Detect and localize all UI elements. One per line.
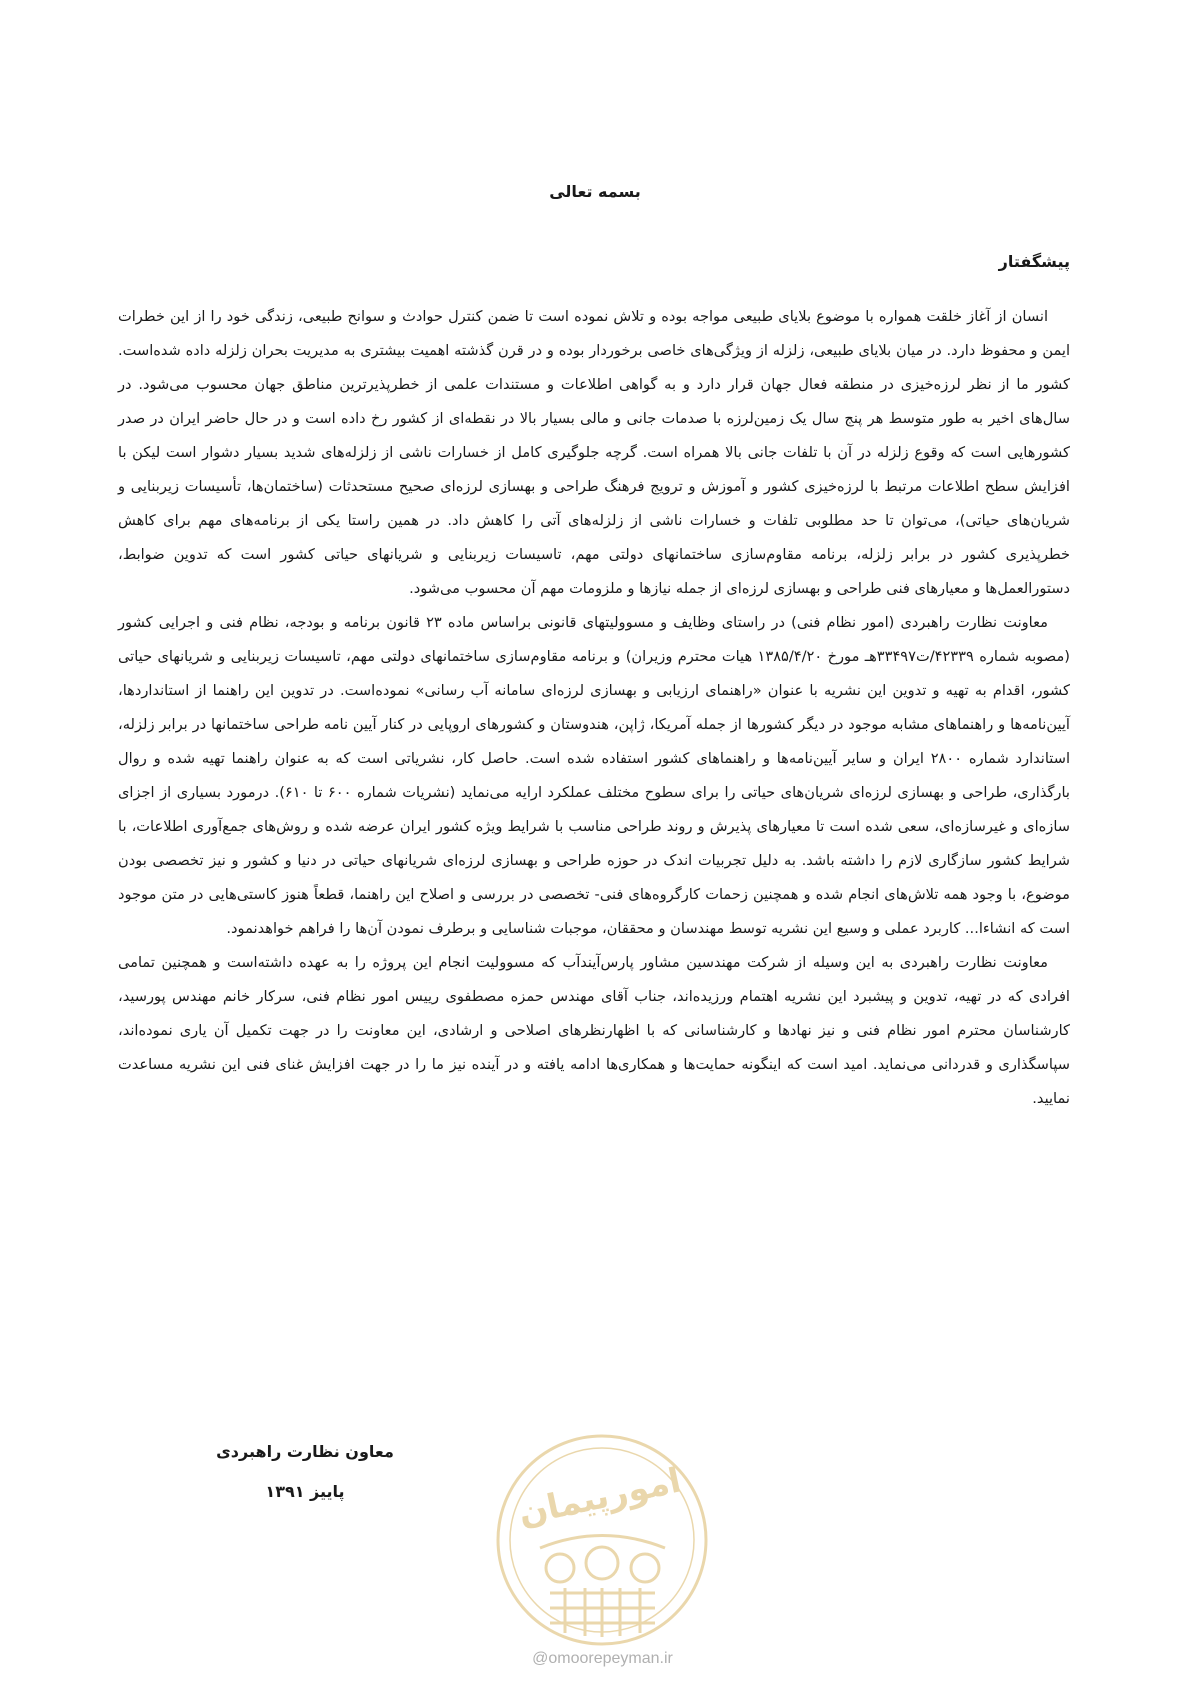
signature-title: معاون نظارت راهبردی <box>216 1442 394 1461</box>
page-heading: بسمه تعالی <box>549 182 641 201</box>
signature-date: پاییز ۱۳۹۱ <box>265 1482 345 1501</box>
watermark-stamp-icon <box>490 1428 715 1653</box>
body-text <box>118 300 1070 1116</box>
paragraph-1: انسان از آغاز خلقت همواره با موضوع بلایای طبیعی مواجه بوده و تلاش نموده است تا ضمن کنترل حوادث و سوانح طبیعی، زندگی خود را از این خطرات ایمن و محفوظ دارد. در میان بلایای طبیعی، زلزله از ویژگی‌های خاصی برخوردار بوده و در قرن گذشته اهمیت بیشتری به مدیریت بحران زلزله داده شده‌است. کشور ما از نظر لرزه‌خیزی در منطقه فعال جهان قرار دارد و به گواهی اطلاعات و مستندات علمی از خطرپذیرترین مناطق جهان محسوب می‌شود. در سال‌های اخیر به طور متوسط هر پنج سال یک زمین‌لرزه با صدمات جانی و مالی بسیار بالا در نقطه‌ای از کشور رخ داده است و در حال حاضر ایران در صدر کشورهایی است که وقوع زلزله در آن با تلفات جانی بالا همراه است. گرچه جلوگیری کامل از خسارات ناشی از زلزله‌های شدید بسیار دشوار است لیکن با افزایش سطح اطلاعات مرتبط با لرزه‌خیزی کشور و آموزش و ترویج فرهنگ طراحی و بهسازی لرزه‌ای صحیح مستحدثات (ساختمان‌ها، تأسیسات زیربنایی و شریان‌های حیاتی)، می‌توان تا حد مطلوبی تلفات و خسارات ناشی از زلزله‌های آتی را کاهش داد. در همین راستا یکی از برنامه‌های مهم برای کاهش خطرپذیری کشور در برابر زلزله، برنامه مقاوم‌سازی ساختمانهای دولتی مهم، تاسیسات زیربنایی و شریانهای حیاتی کشور است که تدوین ضوابط، دستورالعمل‌ها و معیارهای فنی طراحی و بهسازی لرزه‌ای از جمله نیازها و ملزومات مهم آن محسوب می‌شود. <box>118 308 1070 597</box>
svg-text:امورپیمان: امورپیمان <box>514 1460 685 1534</box>
paragraph-3: معاونت نظارت راهبردی به این وسیله از شرکت مهندسین مشاور پارس‌آیندآب که مسوولیت انجام این پروژه را به عهده داشته‌است و همچنین تمامی افرادی که در تهیه، تدوین و پیشبرد این نشریه اهتمام ورزیده‌اند، جناب آقای مهندس حمزه مصطفوی رییس امور نظام فنی، سرکار خانم مهندس پورسید، کارشناسان محترم امور نظام فنی و نیز نهادها و کارشناسانی که با اظهارنظرهای اصلاحی و ارشادی، این معاونت را در جهت تکمیل آن یاری نموده‌اند، سپاسگذاری و قدردانی می‌نماید. امید است که اینگونه حمایت‌ها و همکاری‌ها ادامه یافته و در آینده نیز ما را در جهت افزایش غنای فنی این نشریه مساعدت نمایید. <box>118 954 1070 1107</box>
section-title: پیشگفتار <box>998 252 1070 271</box>
website-watermark: @omoorepeyman.ir <box>532 1650 673 1667</box>
signature-block <box>205 1432 405 1512</box>
paragraph-2: معاونت نظارت راهبردی (امور نظام فنی) در راستای وظایف و مسوولیتهای قانونی براساس ماده ۲۳ قانون برنامه و بودجه، نظام فنی و اجرایی کشور (مصوبه شماره ۴۲۳۳۹/ت۳۳۴۹۷هـ مورخ ۱۳۸۵/۴/۲۰ هیات محترم وزیران) و برنامه مقاوم‌سازی ساختمانهای دولتی مهم، تاسیسات زیربنایی و شریانهای حیاتی کشور، اقدام به تهیه و تدوین این نشریه با عنوان «راهنمای ارزیابی و بهسازی لرزه‌ای سامانه آب رسانی» نموده‌است. در تدوین این راهنما از استانداردها، آیین‌نامه‌ها و راهنماهای مشابه موجود در دیگر کشورها از جمله آمریکا، ژاپن، هندوستان و کشورهای اروپایی در کنار آیین نامه طراحی ساختمانها در برابر زلزله، استاندارد شماره ۲۸۰۰ ایران و سایر آیین‌نامه‌ها و راهنماهای کشور استفاده شده است. حاصل کار، نشریاتی است که به عنوان راهنما تهیه شده و روال بارگذاری، طراحی و بهسازی لرزه‌ای شریان‌های حیاتی را برای سطوح مختلف عملکرد ارایه می‌نماید (نشریات شماره ۶۰۰ تا ۶۱۰). درمورد بسیاری از اجزای سازه‌ای و غیرسازه‌ای، سعی شده است تا معیارهای پذیرش و روند طراحی مناسب با شرایط ویژه کشور ایران عرضه شده و روش‌های جمع‌آوری اطلاعات، با شرایط کشور سازگاری لازم را داشته باشد. به دلیل تجربیات اندک در حوزه طراحی و بهسازی لرزه‌ای شریانهای حیاتی در دنیا و کشور و نیز تخصصی بودن موضوع، با وجود همه تلاش‌های انجام شده و همچنین زحمات کارگروه‌های فنی- تخصصی در بررسی و اصلاح این راهنما، قطعاً هنوز کاستی‌هایی در متن موجود است که انشاءا... کاربرد عملی و وسیع این نشریه توسط مهندسان و محققان، موجبات شناسایی و برطرف نمودن آن‌ها را فراهم خواهدنمود. <box>118 614 1070 937</box>
